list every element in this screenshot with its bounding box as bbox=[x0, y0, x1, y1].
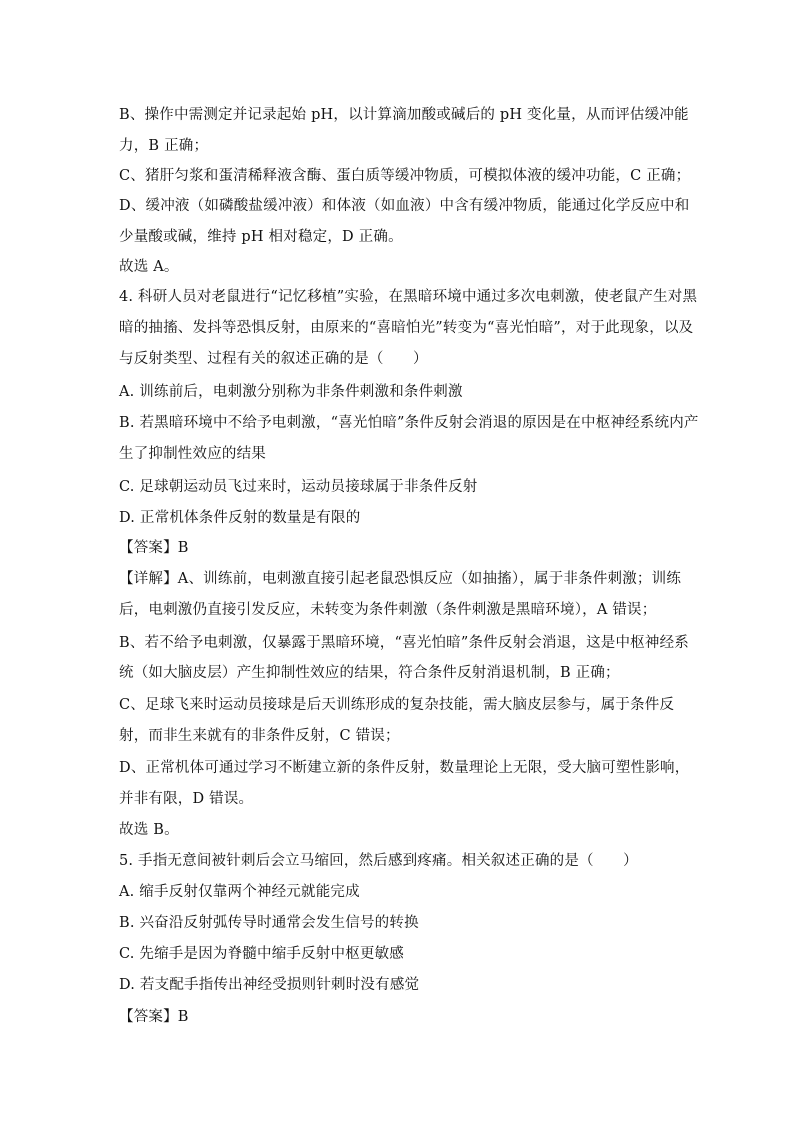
q4-option-b-line1: B. 若黑暗环境中不给予电刺激，“喜光怕暗”条件反射会消退的原因是在中枢神经系统内产 bbox=[119, 415, 699, 431]
q4-stem-line3: 与反射类型、过程有关的叙述正确的是（ ） bbox=[119, 351, 428, 367]
q4-analysis-c-line2: 射，而非生来就有的非条件反射，C 错误； bbox=[119, 728, 400, 744]
prev-analysis-d-line2: 少量酸或碱，维持 pH 相对稳定，D 正确。 bbox=[119, 229, 403, 245]
q4-conclusion: 故选 B。 bbox=[119, 822, 179, 838]
q4-analysis-b-line2: 统（如大脑皮层）产生抑制性效应的结果，符合条件反射消退机制，B 正确； bbox=[119, 665, 620, 681]
prev-analysis-b-line2: 力，B 正确； bbox=[119, 138, 209, 154]
q4-stem-line1: 4. 科研人员对老鼠进行“记忆移植”实验，在黑暗环境中通过多次电刺激，使老鼠产生对黑 bbox=[119, 289, 698, 305]
q4-analysis-d-line2: 并非有限，D 错误。 bbox=[119, 791, 254, 807]
q4-option-b-line2: 生了抑制性效应的结果 bbox=[119, 446, 266, 462]
q5-option-a: A. 缩手反射仅靠两个神经元就能完成 bbox=[119, 884, 360, 900]
q5-answer: 【答案】B bbox=[119, 1009, 189, 1025]
prev-conclusion: 故选 A。 bbox=[119, 259, 179, 275]
q4-stem-line2: 暗的抽搐、发抖等恐惧反射，由原来的“喜暗怕光”转变为“喜光怕暗”，对于此现象，以及 bbox=[119, 320, 694, 336]
q4-option-c: C. 足球朝运动员飞过来时，运动员接球属于非条件反射 bbox=[119, 479, 478, 495]
q5-option-d: D. 若支配手指传出神经受损则针刺时没有感觉 bbox=[119, 977, 420, 993]
q4-option-d: D. 正常机体条件反射的数量是有限的 bbox=[119, 510, 361, 526]
q5-option-c: C. 先缩手是因为脊髓中缩手反射中枢更敏感 bbox=[119, 946, 404, 962]
prev-analysis-b-line1: B、操作中需测定并记录起始 pH，以计算滴加酸或碱后的 pH 变化量，从而评估缓冲能 bbox=[119, 107, 689, 123]
q4-analysis-a-line2: 后，电刺激仍直接引发反应，未转变为条件刺激（条件刺激是黑暗环境），A 错误； bbox=[119, 602, 657, 618]
prev-analysis-d-line1: D、缓冲液（如磷酸盐缓冲液）和体液（如血液）中含有缓冲物质，能通过化学反应中和 bbox=[119, 198, 690, 214]
q4-analysis-d-line1: D、正常机体可通过学习不断建立新的条件反射，数量理论上无限，受大脑可塑性影响， bbox=[119, 760, 690, 776]
prev-analysis-c: C、猪肝匀浆和蛋清稀释液含酶、蛋白质等缓冲物质，可模拟体液的缓冲功能，C 正确； bbox=[119, 168, 691, 184]
q4-analysis-a-line1: 【详解】A、训练前，电刺激直接引起老鼠恐惧反应（如抽搐），属于非条件刺激；训练 bbox=[119, 571, 682, 587]
q5-stem: 5. 手指无意间被针刺后会立马缩回，然后感到疼痛。相关叙述正确的是（ ） bbox=[119, 853, 638, 869]
q5-option-b: B. 兴奋沿反射弧传导时通常会发生信号的转换 bbox=[119, 915, 419, 931]
q4-option-a: A. 训练前后，电刺激分别称为非条件刺激和条件刺激 bbox=[119, 384, 463, 400]
q4-answer: 【答案】B bbox=[119, 540, 189, 556]
q4-analysis-b-line1: B、若不给予电刺激，仅暴露于黑暗环境，“喜光怕暗”条件反射会消退，这是中枢神经系 bbox=[119, 635, 689, 651]
q4-analysis-c-line1: C、足球飞来时运动员接球是后天训练形成的复杂技能，需大脑皮层参与，属于条件反 bbox=[119, 697, 675, 713]
